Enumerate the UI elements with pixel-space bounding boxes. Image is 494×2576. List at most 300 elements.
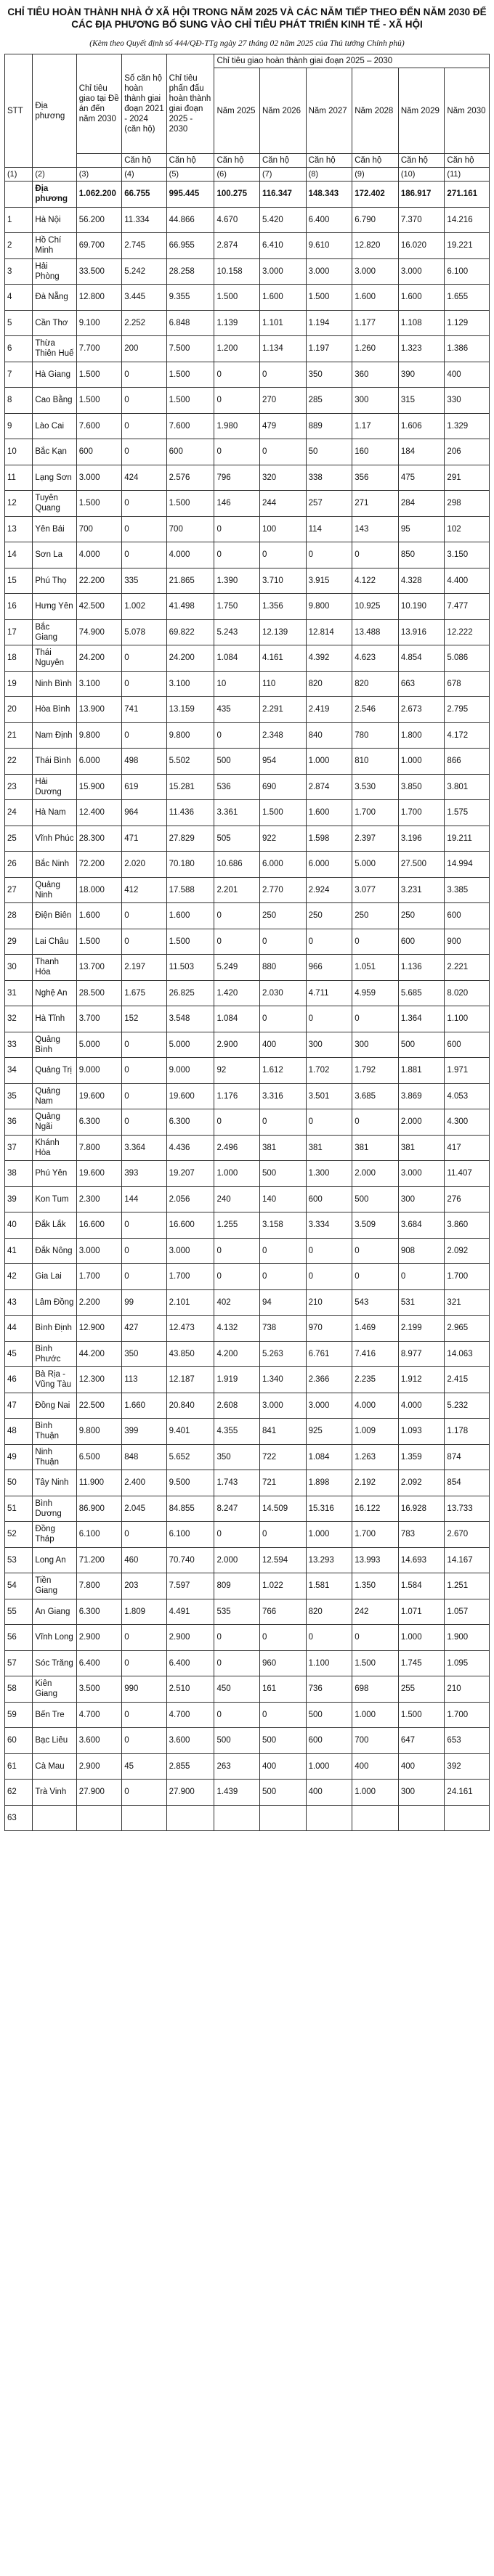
row-value: 796 bbox=[214, 465, 260, 491]
row-value: 4.491 bbox=[166, 1599, 214, 1625]
row-value: 0 bbox=[306, 1238, 352, 1264]
table-row bbox=[5, 1264, 490, 1290]
row-value: 2.546 bbox=[352, 697, 399, 723]
table-row bbox=[5, 749, 490, 775]
row-value: 500 bbox=[398, 1032, 445, 1058]
header-target-2030: Chỉ tiêu giao tại Đề án đến năm 2030 bbox=[76, 54, 122, 154]
row-value: 2.056 bbox=[166, 1186, 214, 1212]
table-row bbox=[5, 1341, 490, 1367]
row-locality: Trà Vinh bbox=[33, 1780, 76, 1806]
row-locality: Vĩnh Phúc bbox=[33, 826, 76, 852]
row-value: 10.686 bbox=[214, 852, 260, 878]
row-value: 250 bbox=[352, 903, 399, 929]
row-stt: 2 bbox=[5, 233, 33, 259]
row-value bbox=[398, 1805, 445, 1831]
row-stt: 56 bbox=[5, 1625, 33, 1651]
row-value: 381 bbox=[306, 1135, 352, 1161]
row-value: 0 bbox=[259, 542, 306, 568]
row-value: 809 bbox=[214, 1573, 260, 1599]
row-value: 8.977 bbox=[398, 1341, 445, 1367]
row-value: 4.000 bbox=[76, 542, 122, 568]
row-value: 1.000 bbox=[352, 1780, 399, 1806]
table-row bbox=[5, 1316, 490, 1342]
total-row bbox=[5, 182, 490, 208]
row-value: 4.700 bbox=[166, 1702, 214, 1728]
row-value: 1.800 bbox=[398, 722, 445, 749]
row-value: 1.108 bbox=[398, 310, 445, 336]
row-value: 500 bbox=[259, 1161, 306, 1187]
row-value: 6.100 bbox=[166, 1522, 214, 1548]
table-row bbox=[5, 1496, 490, 1522]
table-row bbox=[5, 1522, 490, 1548]
table-body bbox=[5, 182, 490, 1831]
row-value: 840 bbox=[306, 722, 352, 749]
row-value: 12.400 bbox=[76, 800, 122, 826]
row-value: 0 bbox=[259, 1238, 306, 1264]
row-value: 721 bbox=[259, 1470, 306, 1496]
row-value: 66.955 bbox=[166, 233, 214, 259]
table-row bbox=[5, 619, 490, 645]
row-stt: 45 bbox=[5, 1341, 33, 1367]
row-stt: 10 bbox=[5, 439, 33, 465]
row-stt: 41 bbox=[5, 1238, 33, 1264]
row-value: 4.132 bbox=[214, 1316, 260, 1342]
row-value: 400 bbox=[259, 1032, 306, 1058]
row-locality: Cà Mau bbox=[33, 1753, 76, 1780]
row-value: 315 bbox=[398, 388, 445, 414]
row-value: 114 bbox=[306, 516, 352, 542]
header-stt: STT bbox=[5, 54, 33, 168]
row-value: 647 bbox=[398, 1728, 445, 1754]
row-value: 925 bbox=[306, 1419, 352, 1445]
total-value: 1.062.200 bbox=[76, 182, 122, 208]
row-value: 7.370 bbox=[398, 207, 445, 233]
row-value: 0 bbox=[214, 439, 260, 465]
row-value: 3.850 bbox=[398, 774, 445, 800]
row-value: 271 bbox=[352, 491, 399, 517]
row-value: 4.700 bbox=[76, 1702, 122, 1728]
row-value: 0 bbox=[306, 1006, 352, 1032]
header-completed: Số căn hộ hoàn thành giai đoạn 2021 - 2024 (căn hộ) bbox=[122, 54, 166, 154]
row-stt: 38 bbox=[5, 1161, 33, 1187]
row-value: 783 bbox=[398, 1522, 445, 1548]
row-stt: 59 bbox=[5, 1702, 33, 1728]
row-value: 15.900 bbox=[76, 774, 122, 800]
row-value: 0 bbox=[259, 1109, 306, 1136]
row-value: 600 bbox=[445, 903, 490, 929]
row-value: 9.800 bbox=[306, 594, 352, 620]
row-value: 0 bbox=[122, 542, 166, 568]
row-value: 144 bbox=[122, 1186, 166, 1212]
row-stt: 52 bbox=[5, 1522, 33, 1548]
row-value: 1.000 bbox=[306, 749, 352, 775]
row-stt: 32 bbox=[5, 1006, 33, 1032]
row-value: 0 bbox=[122, 903, 166, 929]
row-value: 6.400 bbox=[76, 1650, 122, 1676]
row-value: 3.000 bbox=[76, 465, 122, 491]
row-locality: Tiền Giang bbox=[33, 1573, 76, 1599]
row-value: 2.197 bbox=[122, 955, 166, 981]
row-value: 350 bbox=[122, 1341, 166, 1367]
row-locality: Vĩnh Long bbox=[33, 1625, 76, 1651]
header-year: Năm 2029 bbox=[398, 68, 445, 154]
row-value: 13.900 bbox=[76, 697, 122, 723]
row-value: 1.340 bbox=[259, 1367, 306, 1393]
row-locality: Sơn La bbox=[33, 542, 76, 568]
row-value: 600 bbox=[76, 439, 122, 465]
row-value: 56.200 bbox=[76, 207, 122, 233]
row-value: 531 bbox=[398, 1289, 445, 1316]
row-locality: Cao Bằng bbox=[33, 388, 76, 414]
header-group: Chỉ tiêu giao hoàn thành giai đoạn 2025 – 2030 bbox=[214, 54, 490, 68]
unit-cell: Căn hộ bbox=[352, 154, 399, 168]
row-value: 10.158 bbox=[214, 258, 260, 285]
row-value: 300 bbox=[398, 1780, 445, 1806]
row-value: 3.150 bbox=[445, 542, 490, 568]
row-value: 102 bbox=[445, 516, 490, 542]
row-value: 6.761 bbox=[306, 1341, 352, 1367]
row-value: 0 bbox=[214, 929, 260, 955]
row-value: 50 bbox=[306, 439, 352, 465]
row-stt: 49 bbox=[5, 1444, 33, 1470]
row-stt: 48 bbox=[5, 1419, 33, 1445]
row-stt: 46 bbox=[5, 1367, 33, 1393]
total-value: 172.402 bbox=[352, 182, 399, 208]
row-value: 402 bbox=[214, 1289, 260, 1316]
row-stt: 39 bbox=[5, 1186, 33, 1212]
row-value: 3.801 bbox=[445, 774, 490, 800]
row-value: 0 bbox=[214, 1702, 260, 1728]
row-stt: 34 bbox=[5, 1058, 33, 1084]
table-row bbox=[5, 1728, 490, 1754]
row-value: 27.900 bbox=[166, 1780, 214, 1806]
row-value: 298 bbox=[445, 491, 490, 517]
row-stt: 3 bbox=[5, 258, 33, 285]
row-value: 3.100 bbox=[166, 671, 214, 697]
row-value: 250 bbox=[398, 903, 445, 929]
row-value: 5.249 bbox=[214, 955, 260, 981]
table-row bbox=[5, 1367, 490, 1393]
row-value: 6.410 bbox=[259, 233, 306, 259]
row-value: 300 bbox=[398, 1186, 445, 1212]
row-locality: Ninh Bình bbox=[33, 671, 76, 697]
row-value: 966 bbox=[306, 955, 352, 981]
row-value: 7.800 bbox=[76, 1135, 122, 1161]
row-value: 16.020 bbox=[398, 233, 445, 259]
row-value: 19.600 bbox=[76, 1161, 122, 1187]
row-value: 2.770 bbox=[259, 877, 306, 903]
row-value: 92 bbox=[214, 1058, 260, 1084]
row-value: 3.684 bbox=[398, 1212, 445, 1239]
row-value: 1.606 bbox=[398, 413, 445, 439]
row-value: 0 bbox=[259, 439, 306, 465]
row-stt: 19 bbox=[5, 671, 33, 697]
row-value: 3.361 bbox=[214, 800, 260, 826]
row-stt: 55 bbox=[5, 1599, 33, 1625]
row-value: 3.000 bbox=[352, 258, 399, 285]
row-value: 2.092 bbox=[398, 1470, 445, 1496]
row-value: 0 bbox=[214, 1109, 260, 1136]
row-value: 69.822 bbox=[166, 619, 214, 645]
row-value: 1.500 bbox=[259, 800, 306, 826]
row-value: 3.000 bbox=[306, 258, 352, 285]
row-value: 13.159 bbox=[166, 697, 214, 723]
row-value: 255 bbox=[398, 1676, 445, 1703]
row-value: 0 bbox=[122, 1032, 166, 1058]
row-stt: 62 bbox=[5, 1780, 33, 1806]
row-value: 0 bbox=[122, 1780, 166, 1806]
row-value: 2.874 bbox=[306, 774, 352, 800]
row-value: 45 bbox=[122, 1753, 166, 1780]
row-value: 1.364 bbox=[398, 1006, 445, 1032]
row-value: 0 bbox=[122, 439, 166, 465]
row-locality: Tây Ninh bbox=[33, 1470, 76, 1496]
row-value: 4.328 bbox=[398, 568, 445, 594]
table-row bbox=[5, 697, 490, 723]
row-value: 10.925 bbox=[352, 594, 399, 620]
row-stt: 4 bbox=[5, 285, 33, 311]
row-value: 1.136 bbox=[398, 955, 445, 981]
row-value: 71.200 bbox=[76, 1547, 122, 1573]
row-value: 1.194 bbox=[306, 310, 352, 336]
row-value: 1.919 bbox=[214, 1367, 260, 1393]
row-value: 3.600 bbox=[76, 1728, 122, 1754]
row-stt: 47 bbox=[5, 1393, 33, 1419]
row-value: 1.700 bbox=[445, 1702, 490, 1728]
row-locality: Điện Biên bbox=[33, 903, 76, 929]
row-value: 44.200 bbox=[76, 1341, 122, 1367]
row-locality: Kiên Giang bbox=[33, 1676, 76, 1703]
row-value: 1.500 bbox=[166, 929, 214, 955]
row-value: 0 bbox=[122, 929, 166, 955]
row-value: 1.469 bbox=[352, 1316, 399, 1342]
row-value: 206 bbox=[445, 439, 490, 465]
row-stt: 29 bbox=[5, 929, 33, 955]
row-value: 1.129 bbox=[445, 310, 490, 336]
row-value: 19.600 bbox=[76, 1083, 122, 1109]
row-stt: 22 bbox=[5, 749, 33, 775]
row-value: 12.139 bbox=[259, 619, 306, 645]
table-row bbox=[5, 826, 490, 852]
row-value: 350 bbox=[214, 1444, 260, 1470]
row-value: 12.473 bbox=[166, 1316, 214, 1342]
row-value: 5.000 bbox=[76, 1032, 122, 1058]
row-value bbox=[214, 1805, 260, 1831]
row-value: 3.158 bbox=[259, 1212, 306, 1239]
row-value: 536 bbox=[214, 774, 260, 800]
row-value: 5.000 bbox=[166, 1032, 214, 1058]
row-value: 1.612 bbox=[259, 1058, 306, 1084]
row-value: 4.172 bbox=[445, 722, 490, 749]
row-stt: 17 bbox=[5, 619, 33, 645]
row-value: 1.390 bbox=[214, 568, 260, 594]
row-value: 0 bbox=[259, 1522, 306, 1548]
row-value: 1.051 bbox=[352, 955, 399, 981]
document-subtitle: (Kèm theo Quyết định số 444/QĐ-TTg ngày 27 tháng 02 năm 2025 của Thủ tướng Chính phủ) bbox=[89, 39, 405, 48]
unit-cell bbox=[76, 154, 122, 168]
row-value: 0 bbox=[122, 1625, 166, 1651]
table-row bbox=[5, 542, 490, 568]
row-value: 2.192 bbox=[352, 1470, 399, 1496]
row-value: 1.600 bbox=[306, 800, 352, 826]
row-value: 13.293 bbox=[306, 1547, 352, 1573]
row-stt: 35 bbox=[5, 1083, 33, 1109]
row-value: 990 bbox=[122, 1676, 166, 1703]
row-value: 12.814 bbox=[306, 619, 352, 645]
row-value: 338 bbox=[306, 465, 352, 491]
row-value: 0 bbox=[352, 1264, 399, 1290]
table-row bbox=[5, 362, 490, 388]
row-value bbox=[445, 1805, 490, 1831]
row-value: 1.177 bbox=[352, 310, 399, 336]
header-target-phase: Chỉ tiêu phấn đấu hoàn thành giai đoạn 2025 - 2030 bbox=[166, 54, 214, 154]
row-value: 11.334 bbox=[122, 207, 166, 233]
row-value: 2.199 bbox=[398, 1316, 445, 1342]
row-value: 543 bbox=[352, 1289, 399, 1316]
row-value: 350 bbox=[306, 362, 352, 388]
row-value: 257 bbox=[306, 491, 352, 517]
table-row bbox=[5, 233, 490, 259]
unit-cell: Căn hộ bbox=[445, 154, 490, 168]
table-row bbox=[5, 310, 490, 336]
row-value: 7.477 bbox=[445, 594, 490, 620]
row-stt: 16 bbox=[5, 594, 33, 620]
row-value bbox=[352, 1805, 399, 1831]
row-value: 700 bbox=[76, 516, 122, 542]
row-value: 4.400 bbox=[445, 568, 490, 594]
row-value: 1.022 bbox=[259, 1573, 306, 1599]
row-value: 146 bbox=[214, 491, 260, 517]
row-stt: 7 bbox=[5, 362, 33, 388]
row-value: 203 bbox=[122, 1573, 166, 1599]
row-value: 0 bbox=[122, 1058, 166, 1084]
row-value: 1.17 bbox=[352, 413, 399, 439]
row-value: 1.743 bbox=[214, 1470, 260, 1496]
row-value: 86.900 bbox=[76, 1496, 122, 1522]
row-value: 0 bbox=[122, 645, 166, 672]
table-row bbox=[5, 1032, 490, 1058]
row-value: 2.576 bbox=[166, 465, 214, 491]
row-value: 4.000 bbox=[352, 1393, 399, 1419]
row-locality: Phú Thọ bbox=[33, 568, 76, 594]
row-value: 184 bbox=[398, 439, 445, 465]
row-value: 6.000 bbox=[259, 852, 306, 878]
row-value: 505 bbox=[214, 826, 260, 852]
row-value: 1.323 bbox=[398, 336, 445, 362]
row-locality: Quảng Ngãi bbox=[33, 1109, 76, 1136]
row-value: 619 bbox=[122, 774, 166, 800]
row-value: 1.700 bbox=[166, 1264, 214, 1290]
table-row bbox=[5, 800, 490, 826]
row-value: 13.733 bbox=[445, 1496, 490, 1522]
row-value: 1.700 bbox=[398, 800, 445, 826]
row-value: 14.509 bbox=[259, 1496, 306, 1522]
row-value: 399 bbox=[122, 1419, 166, 1445]
row-value bbox=[76, 1805, 122, 1831]
total-value: 116.347 bbox=[259, 182, 306, 208]
row-value: 321 bbox=[445, 1289, 490, 1316]
row-stt: 14 bbox=[5, 542, 33, 568]
row-value: 2.608 bbox=[214, 1393, 260, 1419]
row-value: 2.045 bbox=[122, 1496, 166, 1522]
table-row bbox=[5, 568, 490, 594]
row-value: 210 bbox=[306, 1289, 352, 1316]
row-stt: 26 bbox=[5, 852, 33, 878]
column-number: (2) bbox=[33, 168, 76, 182]
row-value: 780 bbox=[352, 722, 399, 749]
row-locality: Hưng Yên bbox=[33, 594, 76, 620]
row-stt: 28 bbox=[5, 903, 33, 929]
table-row bbox=[5, 955, 490, 981]
row-value: 7.800 bbox=[76, 1573, 122, 1599]
row-value: 4.053 bbox=[445, 1083, 490, 1109]
row-value: 970 bbox=[306, 1316, 352, 1342]
row-locality: Phú Yên bbox=[33, 1161, 76, 1187]
row-locality: Cần Thơ bbox=[33, 310, 76, 336]
row-value: 0 bbox=[122, 388, 166, 414]
row-value: 600 bbox=[445, 1032, 490, 1058]
row-value: 1.420 bbox=[214, 980, 260, 1006]
row-stt: 25 bbox=[5, 826, 33, 852]
unit-cell: Căn hộ bbox=[122, 154, 166, 168]
table-row bbox=[5, 439, 490, 465]
row-stt: 24 bbox=[5, 800, 33, 826]
row-stt: 40 bbox=[5, 1212, 33, 1239]
column-number: (3) bbox=[76, 168, 122, 182]
row-locality: Thanh Hóa bbox=[33, 955, 76, 981]
row-value: 6.000 bbox=[306, 852, 352, 878]
row-value: 5.420 bbox=[259, 207, 306, 233]
row-value: 2.855 bbox=[166, 1753, 214, 1780]
row-value: 690 bbox=[259, 774, 306, 800]
row-locality: Lạng Sơn bbox=[33, 465, 76, 491]
row-value: 3.364 bbox=[122, 1135, 166, 1161]
row-value: 3.100 bbox=[76, 671, 122, 697]
row-value: 0 bbox=[306, 1625, 352, 1651]
row-value: 3.000 bbox=[306, 1393, 352, 1419]
row-value: 4.670 bbox=[214, 207, 260, 233]
row-stt: 9 bbox=[5, 413, 33, 439]
row-value: 0 bbox=[122, 413, 166, 439]
row-value: 2.252 bbox=[122, 310, 166, 336]
row-value: 42.500 bbox=[76, 594, 122, 620]
table-row bbox=[5, 1058, 490, 1084]
row-value: 0 bbox=[306, 1109, 352, 1136]
row-value: 2.415 bbox=[445, 1367, 490, 1393]
row-value: 0 bbox=[122, 1728, 166, 1754]
table-row bbox=[5, 671, 490, 697]
row-value: 722 bbox=[259, 1444, 306, 1470]
row-value: 12.900 bbox=[76, 1316, 122, 1342]
row-value: 736 bbox=[306, 1676, 352, 1703]
row-value: 7.600 bbox=[76, 413, 122, 439]
row-value: 3.700 bbox=[76, 1006, 122, 1032]
row-value: 500 bbox=[214, 1728, 260, 1754]
row-value: 143 bbox=[352, 516, 399, 542]
row-value: 1.600 bbox=[166, 903, 214, 929]
row-value: 285 bbox=[306, 388, 352, 414]
table-row bbox=[5, 516, 490, 542]
row-stt: 54 bbox=[5, 1573, 33, 1599]
row-value: 1.598 bbox=[306, 826, 352, 852]
row-value: 908 bbox=[398, 1238, 445, 1264]
row-value: 152 bbox=[122, 1006, 166, 1032]
row-value: 500 bbox=[259, 1780, 306, 1806]
row-value: 16.928 bbox=[398, 1496, 445, 1522]
row-value: 6.300 bbox=[166, 1109, 214, 1136]
row-value: 2.235 bbox=[352, 1367, 399, 1393]
row-value: 1.263 bbox=[352, 1444, 399, 1470]
